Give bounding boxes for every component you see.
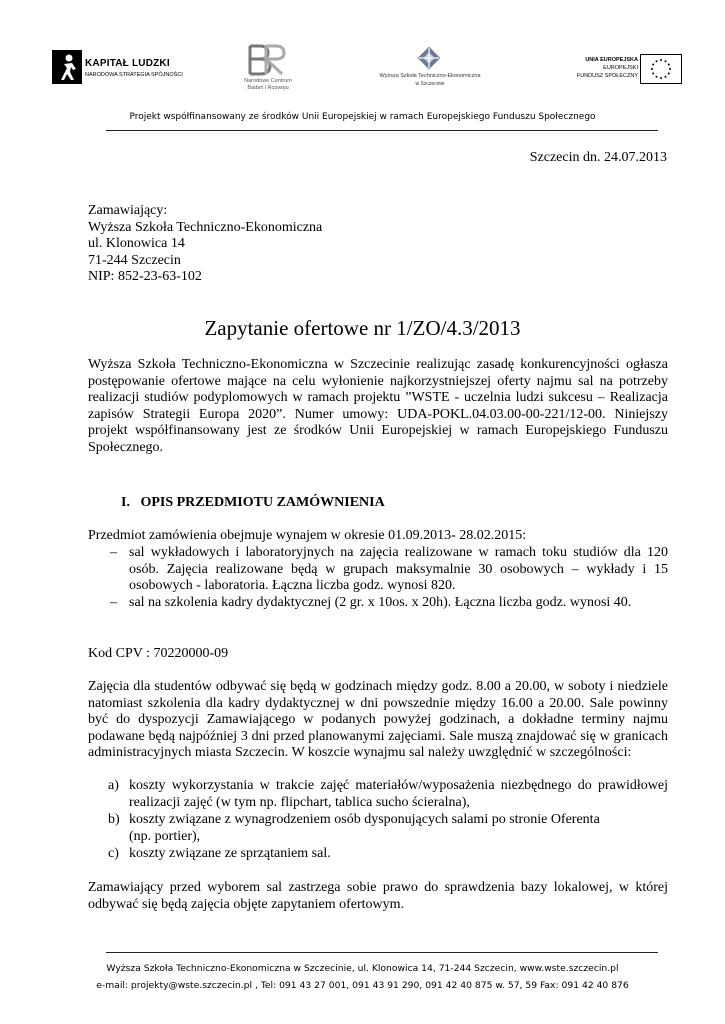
eu-line1: UNIA EUROPEJSKA	[585, 57, 638, 63]
eu-line2: EUROPEJSKI	[603, 65, 638, 71]
cost-label-c: c)	[108, 846, 119, 861]
footer-address: Wyższa Szkoła Techniczno-Ekonomiczna w Szczecinie, ul. Klonowica 14, 71-244 Szczecin, www.wste.szczecin.pl	[106, 963, 619, 974]
list-bullet: –	[110, 545, 117, 560]
cpv-code: Kod CPV : 70220000-09	[88, 646, 229, 661]
cost-item-cleaning: koszty związane ze sprzątaniem sal.	[129, 846, 331, 861]
kapital-ludzki-title: KAPITAŁ LUDZKI	[85, 58, 170, 69]
section-title: OPIS PRZEDMIOTU ZAMÓWNIENIA	[140, 495, 385, 510]
wste-line1: Wyższa Szkoła Techniczno-Ekonomiczna	[379, 73, 481, 79]
inspection-note: Zamawiający przed wyborem sal zastrzega sobie prawo do sprawdzenia bazy lokalowej, w której odbywać się będą zajęcia objęte zapytaniem ofertowym.	[88, 880, 668, 912]
wste-line2: w Szczecinie	[415, 81, 445, 87]
kapital-ludzki-logo	[52, 50, 183, 86]
project-cofinancing-note: Projekt współfinansowany ze środków Unii Europejskiej w ramach Europejskiego Funduszu Społecznego	[129, 112, 596, 122]
ncbr-line1: Narodowe Centrum	[244, 78, 292, 84]
section-number: I.	[121, 495, 130, 510]
eu-logo	[574, 50, 684, 90]
footer-contact: e-mail: projekty@wste.szczecin.pl , Tel: 091 43 27 001, 091 43 91 290, 091 42 40 875 w. 57, 59 Fax: 091 42 40 876	[96, 980, 629, 991]
buyer-street: ul. Klonowica 14	[88, 236, 185, 251]
section-heading	[121, 495, 385, 512]
page-title: Zapytanie ofertowe nr 1/ZO/4.3/2013	[204, 316, 521, 340]
ncbr-line2: Badań i Rozwoju	[247, 85, 289, 91]
ncbr-br-mark-icon	[246, 44, 290, 76]
buyer-address	[88, 203, 322, 286]
ncbr-logo	[228, 44, 308, 94]
footer-divider	[106, 952, 658, 953]
buyer-city: 71-244 Szczecin	[88, 252, 181, 268]
cost-label-b: b)	[108, 812, 120, 827]
document-date: Szczecin dn. 24.07.2013	[529, 150, 667, 165]
header-divider	[106, 130, 658, 131]
scope-lead: Przedmiot zamówienia obejmuje wynajem w okresie 01.09.2013- 28.02.2015:	[88, 528, 527, 543]
kapital-ludzki-icon	[52, 50, 82, 84]
cost-label-a: a)	[108, 778, 119, 793]
wste-logo	[370, 44, 490, 94]
wste-diamond-icon	[415, 44, 443, 72]
list-bullet: –	[110, 595, 117, 610]
intro-paragraph: Wyższa Szkoła Techniczno-Ekonomiczna w Szczecinie realizując zasadę konkurencyjności ogłasza postępowanie ofertowe mające na celu wyłonienie najkorzystniejszej oferty najmu sal na potrzeby realizacji studiów podyplomowych w ramach projektu ”WSTE - uczelnia ludzi sukcesu – Realizacja zapisów Strategii Europa 2020”. Numer umowy: UDA-POKL.04.03.00-00-221/12-00. Niniejszy projekt współfinansowany jest ze środków Unii Europejskiej w ramach Europejskiego Funduszu Społecznego.	[88, 357, 668, 455]
scope-item-lecture-rooms: sal wykładowych i laboratoryjnych na zajęcia realizowane w ramach toku studiów dla 120 osób. Zajęcia realizowane będą w grupach maksymalnie 30 osobowych – wykłady i 15 osobowych - laboratoria. Łączna liczba godz. wynosi 820.	[129, 545, 668, 593]
schedule-paragraph: Zajęcia dla studentów odbywać się będą w godzinach między godz. 8.00 a 20.00, w soboty i niedziele natomiast szkolenia dla kadry dydaktycznej w dni powszednie między 16.00 a 20.00. Sale powinny być do dyspozycji Zamawiającego w podanych powyżej godzinach, a dokładne terminy najmu podawane będą najpóźniej 3 dni przed planowanymi zajęciami. Sale muszą znajdować się w granicach administracyjnych miasta Szczecin. W koszcie wynajmu sal należy uwzględnić w szczególności:	[88, 679, 668, 760]
buyer-nip: NIP: 852-23-63-102	[88, 269, 202, 284]
buyer-name: Wyższa Szkoła Techniczno-Ekonomiczna	[88, 219, 323, 235]
eu-flag-icon	[640, 54, 682, 84]
kapital-ludzki-subtitle: NARODOWA STRATEGIA SPÓJNOŚCI	[85, 72, 183, 78]
cost-item-staff: koszty związane z wynagrodzeniem osób dysponujących salami po stronie Oferenta (np. portier),	[129, 812, 600, 844]
eu-line3: FUNDUSZ SPOŁECZNY	[576, 73, 638, 79]
buyer-label: Zamawiający:	[88, 203, 168, 218]
cost-item-materials: koszty wykorzystania w trakcie zajęć materiałów/wyposażenia niezbędnego do prawidłowej realizacji zajęć (w tym np. flipchart, tablica sucho ścieralna),	[129, 778, 668, 810]
scope-item-staff-rooms: sal na szkolenia kadry dydaktycznej (2 gr. x 10os. x 20h). Łączna liczba godz. wynosi 40.	[129, 595, 632, 610]
